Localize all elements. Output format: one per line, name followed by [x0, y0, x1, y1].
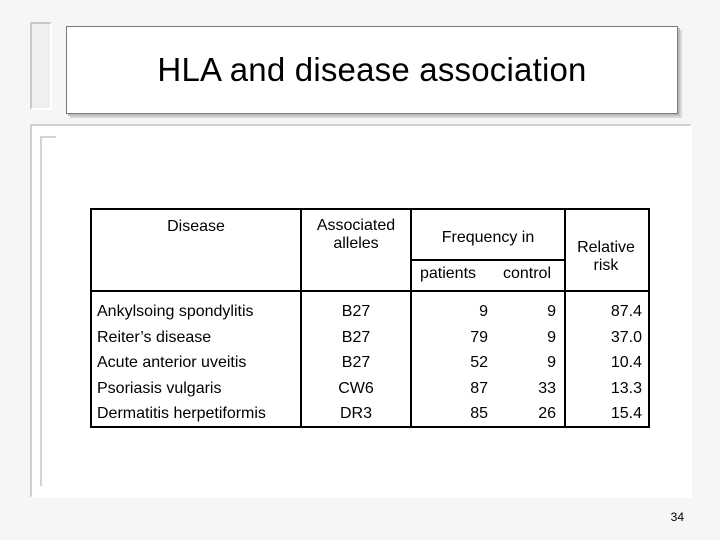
disease-cell: Reiter’s disease [97, 328, 212, 346]
table-divider [564, 210, 566, 426]
header-alleles: Associated alleles [316, 217, 396, 252]
relative-risk-cell: 10.4 [610, 354, 642, 372]
disease-cell: Psoriasis vulgaris [97, 379, 222, 397]
relative-risk-cell: 15.4 [610, 405, 642, 423]
control-column [492, 299, 556, 427]
title-box [66, 26, 678, 114]
control-cell: 9 [547, 354, 556, 372]
frame-bevel-inner [40, 136, 56, 486]
disease-cell: Ankylsoing spondylitis [97, 303, 254, 320]
table-divider [92, 290, 648, 292]
patients-cell: 9 [479, 303, 488, 320]
relative-risk-column [568, 299, 642, 427]
table-divider [410, 259, 566, 261]
slide-title: HLA and disease association [157, 51, 587, 88]
relative-risk-cell: 37.0 [610, 328, 642, 346]
disease-cell: Acute anterior uveitis [97, 354, 247, 372]
header-patients: patients [419, 265, 477, 282]
hla-table [90, 208, 650, 428]
allele-cell: B27 [341, 328, 371, 346]
page-number: 34 [670, 510, 684, 524]
relative-risk-cell: 13.3 [610, 379, 642, 397]
control-cell: 33 [538, 379, 556, 397]
control-cell: 9 [547, 328, 556, 346]
header-relative-risk: Relative risk [577, 239, 635, 274]
frame-bevel-top [30, 22, 52, 110]
allele-cell: CW6 [338, 379, 374, 397]
patients-cell: 87 [470, 379, 488, 397]
patients-cell: 52 [470, 354, 488, 372]
header-frequency: Frequency in [441, 229, 535, 246]
allele-cell: DR3 [339, 405, 372, 423]
patients-column [412, 299, 488, 427]
allele-cell: B27 [341, 354, 371, 372]
disease-column [97, 299, 266, 427]
allele-cell: B27 [341, 303, 371, 320]
control-cell: 9 [547, 303, 556, 320]
control-cell: 26 [538, 405, 556, 423]
disease-cell: Dermatitis herpetiformis [97, 405, 266, 423]
header-control: control [502, 265, 552, 282]
relative-risk-cell: 87.4 [610, 303, 642, 320]
table-divider [300, 210, 302, 426]
header-disease: Disease [167, 218, 225, 235]
alleles-column [304, 299, 408, 427]
patients-cell: 85 [470, 405, 488, 423]
patients-cell: 79 [470, 328, 488, 346]
